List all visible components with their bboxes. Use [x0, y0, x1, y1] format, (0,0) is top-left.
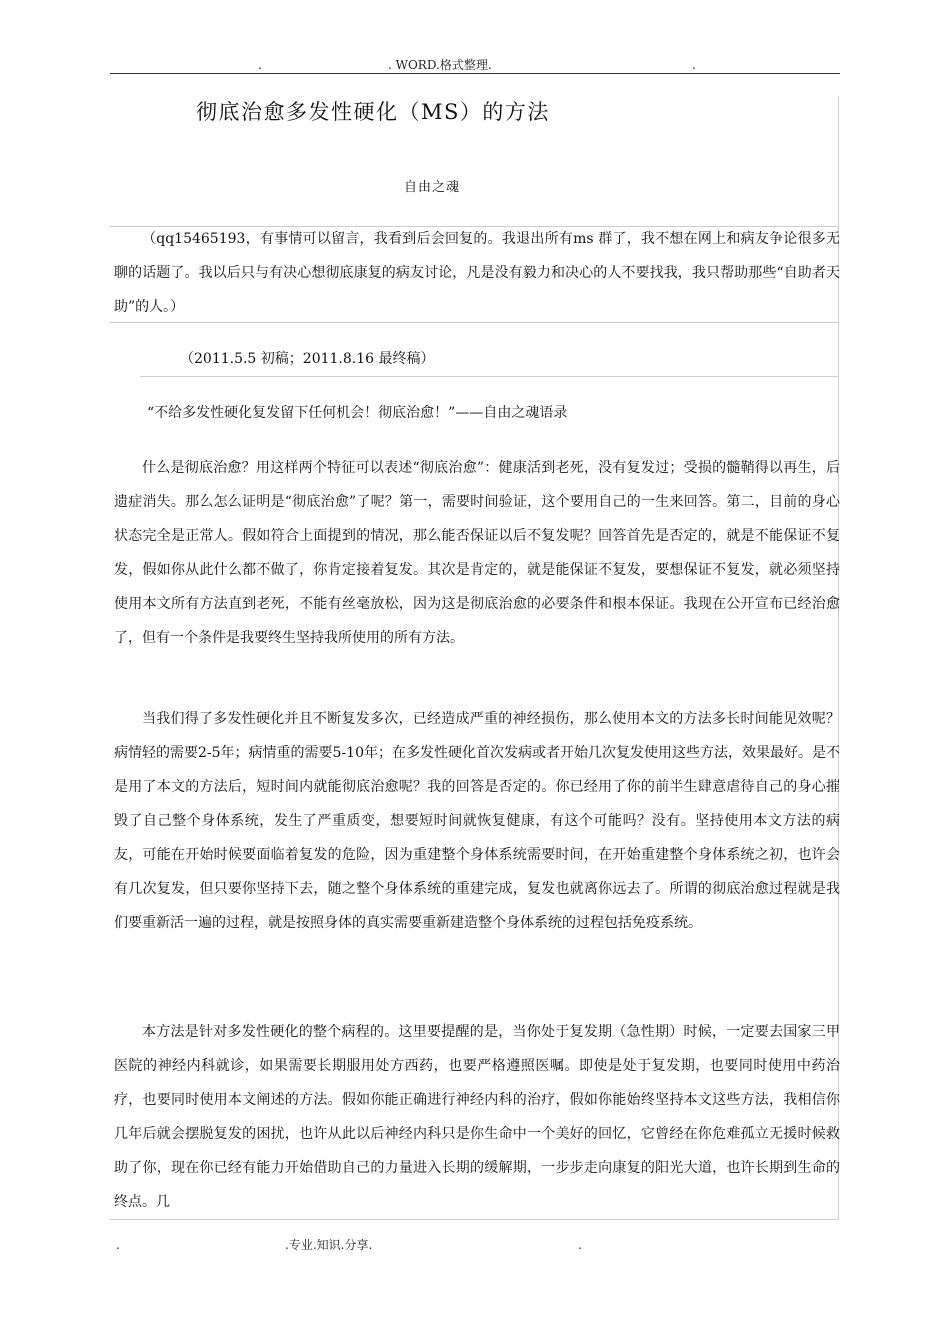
document-title: 彻底治愈多发性硬化（MS）的方法 — [196, 100, 550, 124]
footer-text: .专业.知识.分享. — [285, 1238, 373, 1252]
frame-line — [140, 376, 838, 377]
header-right-dot: . — [692, 58, 696, 72]
footer-right-dot: . — [578, 1238, 582, 1252]
document-author: 自由之魂 — [404, 180, 461, 195]
header-left-dot: . — [258, 58, 262, 72]
body-paragraph: 什么是彻底治愈？用这样两个特征可以表述“彻底治愈”：健康活到老死，没有复发过；受损的髓鞘得以再生，后遗症消失。那么怎么证明是“彻底治愈”了呢？第一，需要时间验证，这个要用自己的一生来回答。第二，目前的身心状态完全是正常人。假如符合上面提到的情况，那么能否保证以后不复发呢？回答首先是否定的，就是不能保证不复发，假如你从此什么都不做了，你肯定接着复发。其次是肯定的，就是能保证不复发，要想保证不复发，就必须坚持使用本文所有方法直到老死，不能有丝毫放松，因为这是彻底治愈的必要条件和根本保证。我现在公开宣布已经治愈了，但有一个条件是我要终生坚持我所使用的所有方法。 — [114, 460, 840, 646]
body-paragraph: 本方法是针对多发性硬化的整个病程的。这里要提醒的是，当你处于复发期（急性期）时候，一定要去国家三甲医院的神经内科就诊，如果需要长期服用处方西药，也要严格遵照医嘱。即使是处于复发期，也要同时使用中药治疗，也要同时使用本文阐述的方法。假如你能正确进行神经内科的治疗，假如你能始终坚持本文这些方法，我相信你几年后就会摆脱复发的困扰，也许从此以后神经内科只是你生命中一个美好的回忆，它曾经在你危难孤立无援时候救助了你，现在你已经有能力开始借助自己的力量进入长期的缓解期，一步步走向康复的阳光大道，也许长期到生命的终点。几 — [114, 1024, 840, 1210]
header-title: . WORD.格式整理. — [388, 58, 492, 72]
frame-line — [110, 1219, 838, 1220]
footer-left-dot: . — [116, 1238, 120, 1252]
quote: “不给多发性硬化复发留下任何机会！彻底治愈！”——自由之魂语录 — [147, 405, 568, 421]
draft-dates: （2011.5.5 初稿；2011.8.16 最终稿） — [180, 351, 435, 367]
contact-note: （qq15465193，有事情可以留言，我看到后会回复的。我退出所有ms 群了，我不想在网上和病友争论很多无聊的话题了。我以后只与有决心想彻底康复的病友讨论，凡是没有毅力和决心的人不要找我，我只帮助那些“自助者天助”的人。） — [114, 231, 840, 315]
body-paragraph: 当我们得了多发性硬化并且不断复发多次，已经造成严重的神经损伤，那么使用本文的方法多长时间能见效呢？病情轻的需要2-5年；病情重的需要5-10年；在多发性硬化首次发病或者开始几次复发使用这些方法，效果最好。是不是用了本文的方法后，短时间内就能彻底治愈呢？我的回答是否定的。你已经用了你的前半生肆意虐待自己的身心摧毁了自己整个身体系统，发生了严重质变，想要短时间就恢复健康，有这个可能吗？没有。坚持使用本文方法的病友，可能在开始时候要面临着复发的危险，因为重建整个身体系统需要时间，在开始重建整个身体系统之初，也许会有几次复发，但只要你坚持下去，随之整个身体系统的重建完成，复发也就离你远去了。所谓的彻底治愈过程就是我们要重新活一遍的过程，就是按照身体的真实需要重新建造整个身体系统的过程包括免疫系统。 — [114, 711, 840, 931]
header-rule — [110, 73, 840, 74]
